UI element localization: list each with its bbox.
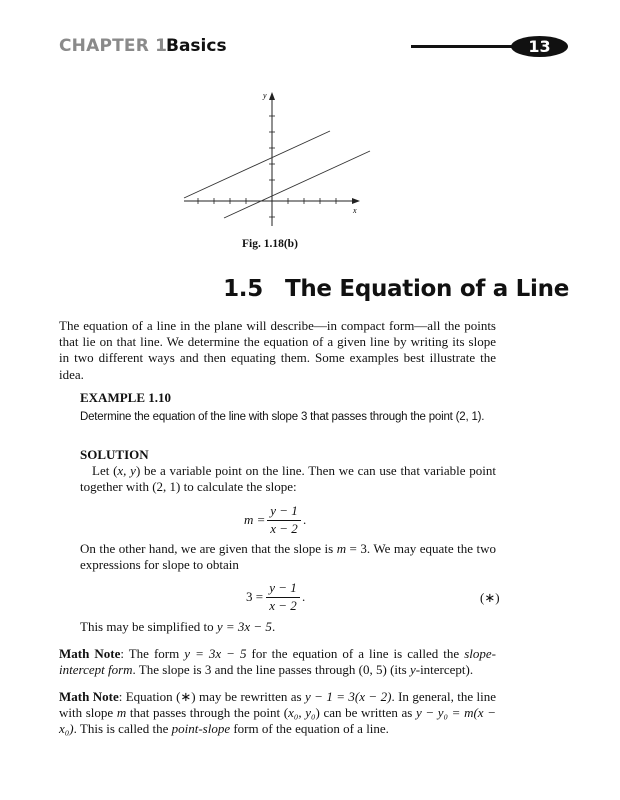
- section-number: 1.5: [223, 276, 263, 302]
- equation-denominator: x − 2: [270, 521, 298, 536]
- y-axis-arrow: [269, 92, 275, 100]
- section-title: The Equation of a Line: [284, 276, 569, 302]
- x-axis-label: x: [353, 206, 357, 215]
- y-axis-label: y: [263, 91, 267, 100]
- parallel-line-lower: [224, 151, 370, 218]
- page-number-badge: 13: [511, 36, 568, 57]
- header-rule: [411, 45, 521, 48]
- equation-star: [246, 580, 326, 616]
- chapter-title: Basics: [166, 36, 227, 56]
- equation-slope: [244, 503, 324, 539]
- intro-paragraph: The equation of a line in the plane will describe—in compact form—all the points that lie on that line. We determine the equation of a given line by writing its slope in two different ways and then equating them. Some examples best illustrate the idea.: [59, 318, 496, 382]
- parallel-line-upper: [184, 131, 330, 198]
- chapter-label: CHAPTER 1: [59, 36, 168, 56]
- equation-lhs: 3 =: [246, 589, 264, 604]
- equation-tag: (∗): [480, 590, 500, 605]
- line-graph: [170, 80, 380, 230]
- equation-denominator: x − 2: [269, 598, 297, 613]
- section-heading: [223, 276, 569, 302]
- figure-1-18b: [170, 80, 380, 230]
- example-label: EXAMPLE 1.10: [80, 390, 171, 405]
- equation-lhs: m =: [244, 512, 266, 527]
- solution-paragraph-1: Let (x, y) be a variable point on the line. Then we can use that variable point together with (2, 1) to calculate the slope:: [80, 463, 497, 495]
- solution-paragraph-2: On the other hand, we are given that the slope is m = 3. We may equate the two expressions for slope to obtain: [80, 541, 496, 573]
- example-statement: Determine the equation of the line with slope 3 that passes through the point (2, 1).: [80, 411, 485, 423]
- solution-paragraph-3: This may be simplified to y = 3x − 5.: [80, 619, 276, 634]
- math-note-2: Math Note: Equation (∗) may be rewritten as y − 1 = 3(x − 2). In general, the line with slope m that passes through the point (x₀, y₀) can be written as y − y₀ = m(x − x₀). This is called the point-slope form of the equation of a line.: [59, 689, 496, 737]
- x-axis-arrow: [352, 198, 360, 204]
- figure-caption: Fig. 1.18(b): [242, 238, 298, 250]
- equation-numerator: y − 1: [270, 503, 298, 518]
- equation-numerator: y − 1: [269, 580, 297, 595]
- math-note-1: Math Note: The form y = 3x − 5 for the equation of a line is called the slope-intercept form. The slope is 3 and the line passes through (0, 5) (its y-intercept).: [59, 646, 496, 678]
- equation-period: .: [302, 589, 306, 604]
- solution-label: SOLUTION: [80, 447, 149, 462]
- running-header: [59, 34, 569, 60]
- equation-period: .: [303, 512, 307, 527]
